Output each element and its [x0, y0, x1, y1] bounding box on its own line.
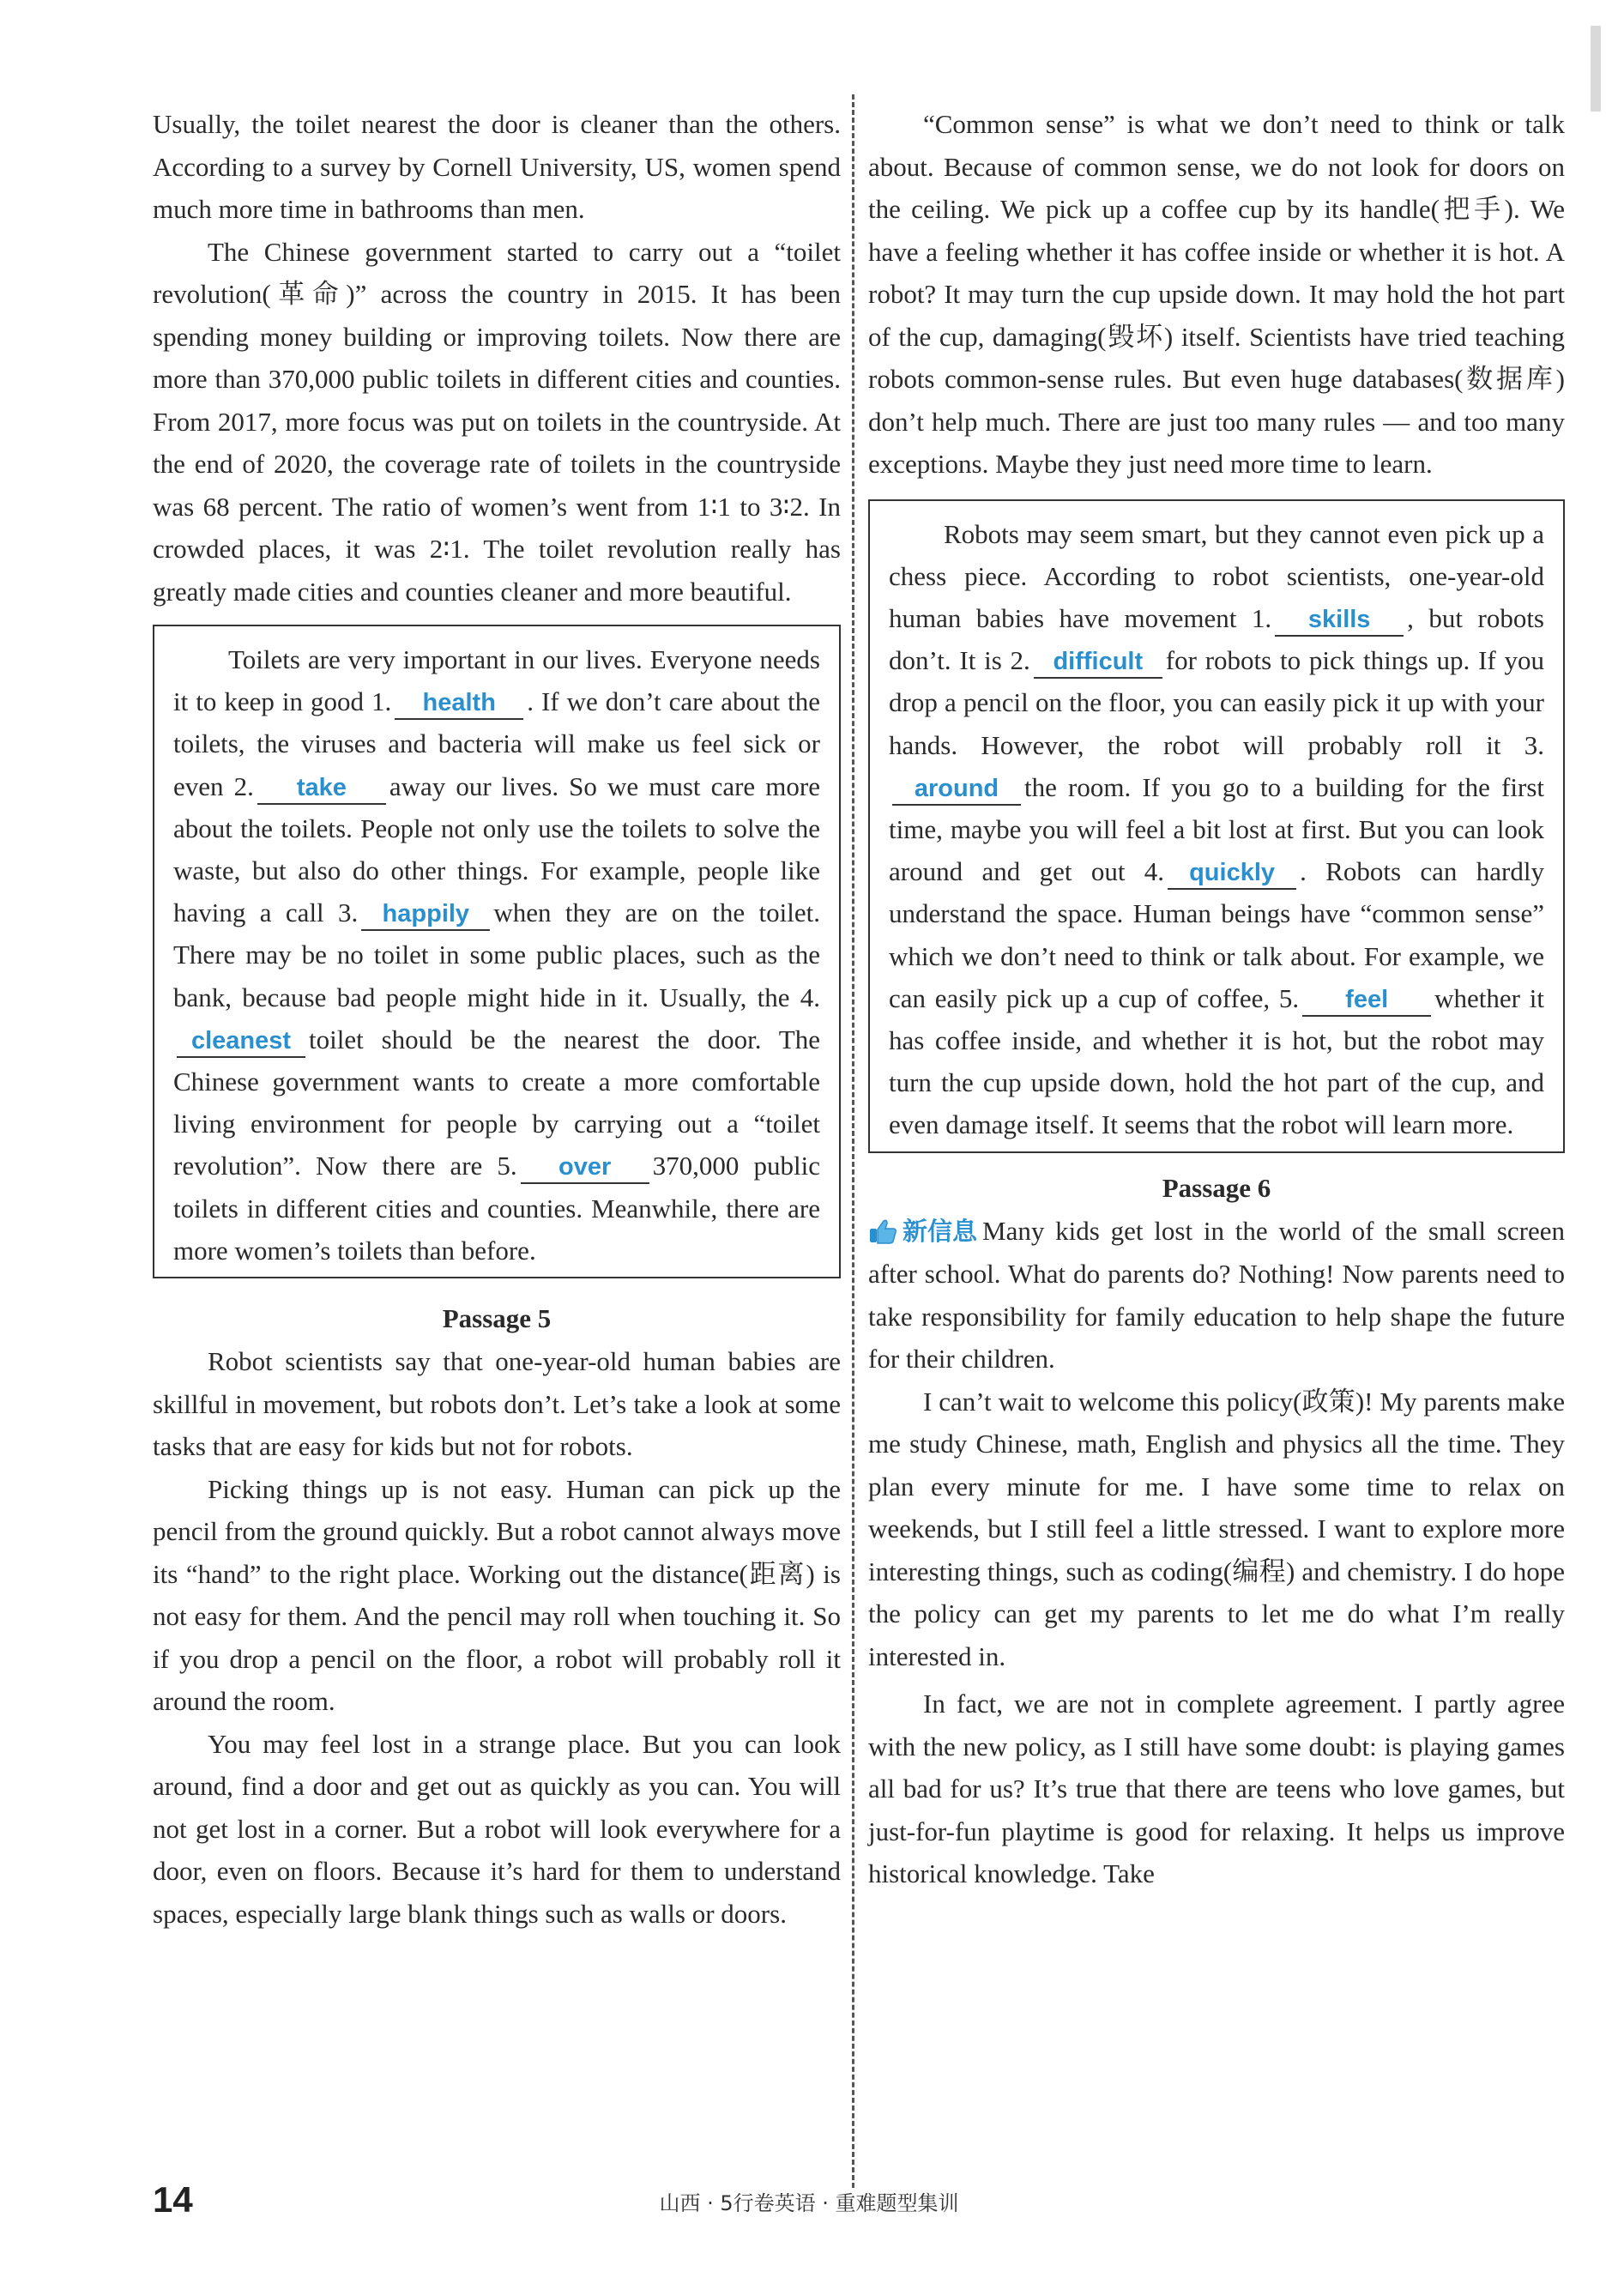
- answer-blank-3[interactable]: happily: [361, 898, 490, 931]
- right-column: [868, 103, 1565, 1895]
- answer-blank-2[interactable]: take: [257, 772, 386, 805]
- paragraph: Picking things up is not easy. Human can pick up the pencil from the ground quickly. But a robot cannot always move its “hand” to the right place. Working out the distance(距离) is not easy for them. And the pencil may roll when touching it. So if you drop a pencil on the floor, a robot will probably roll it around the room.: [153, 1473, 841, 1717]
- column-divider: [852, 94, 854, 2188]
- paragraph: You may feel lost in a strange place. But you can look around, find a door and get out as quickly as you can. You will not get lost in a corner. But a robot will look everywhere for a door, even on floors. Because it’s hard for them to understand spaces, especially large blank things such as walls or doors.: [153, 1728, 841, 1929]
- summary-text: Toilets are very important in our lives. Everyone needs it to keep in good 1. health . If we don’t care about the toilets, the viruses and bacteria will make us feel sick or even 2. take away our lives. So we must care more about the toilets. People not only use the toilets to solve the waste, but also do other things. For example, people like having a call 3. happily when they are on the toilet. There may be no toilet in some public places, such as the bank, because bad people might hide in it. Usually, the 4.cleanest toilet should be the nearest the door. The Chinese government wants to create a more comfortable living environment for people by carrying out a “toilet revolution”. Now there are 5. over 370,000 public toilets in different cities and counties. Meanwhile, there are more women’s toilets than before.: [173, 644, 820, 1266]
- summary-text: Robots may seem smart, but they cannot even pick up a chess piece. According to robot scientists, one-year-old human babies have movement 1. skills , but robots don’t. It is 2. difficult for robots to pick things up. If you drop a pencil on the floor, you can easily pick it up with your hands. However, the robot will probably roll it 3.around the room. If you go to a building for the first time, maybe you will feel a bit lost at first. But you can look around and get out 4. quickly . Robots can hardly understand the space. Human beings have “common sense” which we don’t need to think or talk about. For example, we can easily pick up a cup of coffee, 5. feel whether it has coffee inside, and whether it is hot, but the robot may turn the cup upside down, hold the hot part of the cup, and even damage itself. It seems that the robot will learn more.: [889, 518, 1545, 1140]
- answer-blank-4[interactable]: quickly: [1168, 857, 1296, 890]
- answer-blank-5[interactable]: over: [521, 1151, 649, 1184]
- paragraph: 新信息 Many kids get lost in the world of the small screen after school. What do parents do? Nothing! Now parents need to take responsibility for family education to help shape the future for their children.: [868, 1210, 1565, 1381]
- answer-blank-3[interactable]: around: [892, 773, 1021, 806]
- answer-blank-2[interactable]: difficult: [1034, 646, 1162, 679]
- book-title: 山西 · 5行卷英语 · 重难题型集训: [659, 2191, 959, 2215]
- paragraph: “Common sense” is what we don’t need to think or talk about. Because of common sense, we do not look for doors on the ceiling. We pick up a coffee cup by its handle(把手). We have a feeling whether it has coffee inside or whether it is hot. A robot? It may turn the cup upside down. It may hold the hot part of the cup, damaging(毁坏) itself. Scientists have tried teaching robots common-sense rules. But even huge databases(数据库) don’t help much. There are just too many rules — and too many exceptions. Maybe they just need more time to learn.: [868, 109, 1565, 479]
- paragraph: In fact, we are not in complete agreement. I partly agree with the new policy, as I still have some doubt: is playing games all bad for us? It’s true that there are teens who love games, but just-for-fun playtime is good for relaxing. It helps us improve historical knowledge. Take: [868, 1689, 1565, 1889]
- paragraph: The Chinese government started to carry out a “toilet revolution(革命)” across the country in 2015. It has been spending money building or improving toilets. Now there are more than 370,000 public toilets in different cities and counties. From 2017, more focus was put on toilets in the countryside. At the end of 2020, the coverage rate of toilets in the countryside was 68 percent. The ratio of women’s went from 1∶1 to 3∶2. In crowded places, it was 2∶1. The toilet revolution really has greatly made cities and counties cleaner and more beautiful.: [153, 236, 841, 607]
- answer-blank-4[interactable]: cleanest: [177, 1025, 305, 1058]
- answer-blank-1[interactable]: health: [395, 687, 523, 720]
- answer-blank-1[interactable]: skills: [1275, 604, 1404, 637]
- summary-box: [868, 499, 1565, 1153]
- left-column: [153, 103, 841, 1935]
- answer-blank-5[interactable]: feel: [1302, 984, 1431, 1017]
- passage-heading: Passage 6: [1162, 1172, 1271, 1203]
- passage-heading: Passage 5: [442, 1303, 552, 1334]
- page-edge-mark: [1591, 26, 1601, 112]
- paragraph: I can’t wait to welcome this policy(政策)! My parents make me study Chinese, math, English and physics all the time. They plan every minute for me. I have some time to relax on weekends, but I still feel a little stressed. I want to explore more interesting things, such as coding(编程) and chemistry. I do hope the policy can get my parents to let me do what I’m really interested in.: [868, 1386, 1565, 1671]
- summary-box: [153, 625, 841, 1278]
- page-number: 14: [153, 2179, 193, 2220]
- pointing-hand-icon: [868, 1218, 897, 1244]
- new-info-badge: 新信息: [868, 1211, 977, 1254]
- paragraph: Robot scientists say that one-year-old human babies are skillful in movement, but robots don’t. Let’s take a look at some tasks that are easy for kids but not for robots.: [153, 1346, 841, 1462]
- paragraph: Usually, the toilet nearest the door is cleaner than the others. According to a survey by Cornell University, US, women spend much more time in bathrooms than men.: [153, 109, 841, 224]
